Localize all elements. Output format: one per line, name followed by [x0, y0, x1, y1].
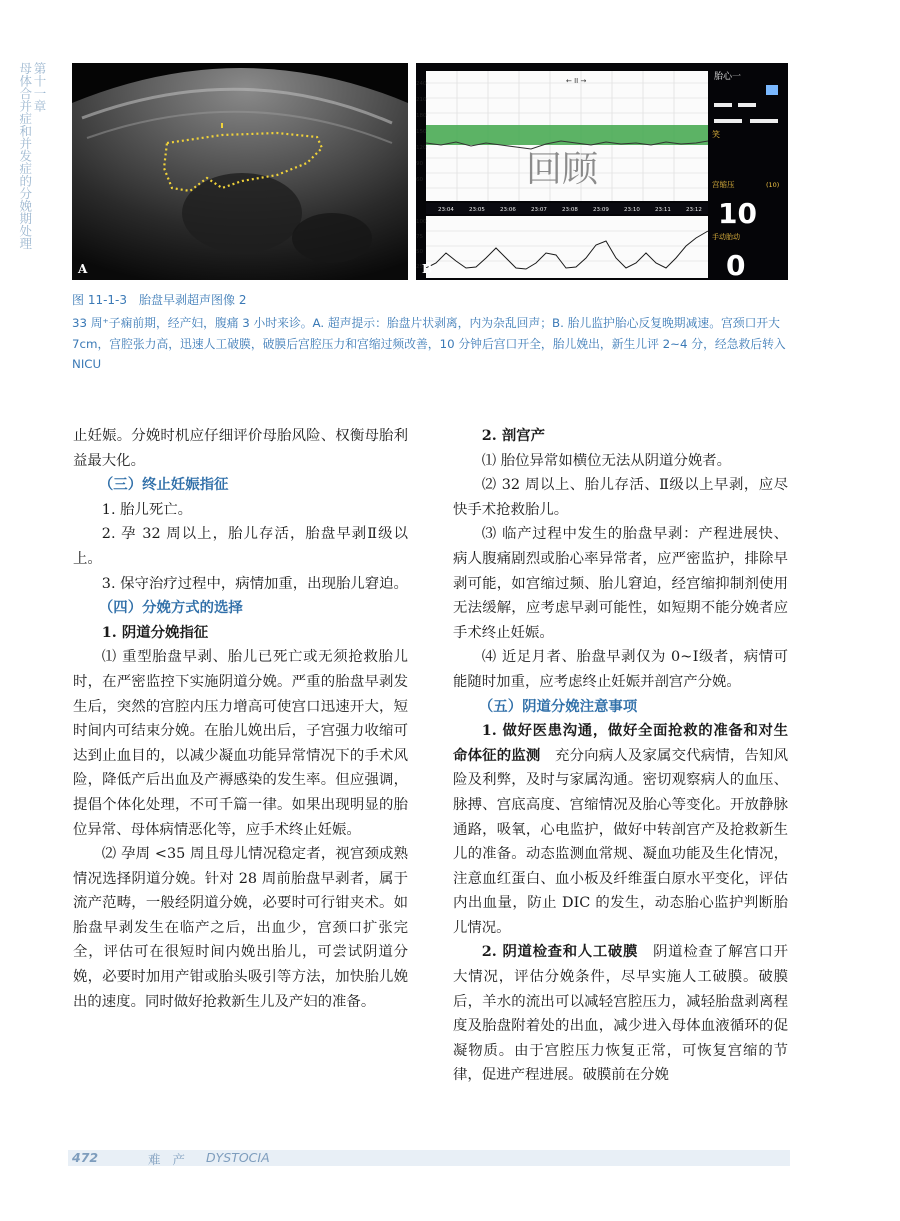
figure-ultrasound-image [72, 63, 408, 280]
uterine-value: 10 [718, 197, 757, 230]
ultrasound-drawing [72, 63, 408, 280]
fhr-tick: 240 [416, 81, 427, 87]
fhr-tick: 180 [416, 113, 427, 119]
time-tick: 23:10 [624, 207, 640, 213]
chapter-number: 第十一章 [32, 62, 47, 112]
book-title-en: DYSTOCIA [206, 1150, 270, 1165]
paragraph [453, 940, 788, 1088]
time-tick: 23:04 [438, 207, 454, 213]
monitor-drawing [416, 63, 788, 280]
right-column [453, 424, 788, 1088]
figure-caption-title: 图 11-1-3 胎盘早剥超声图像 2 [72, 293, 247, 307]
chapter-name: 母体合并症和并发症的分娩期处理 [17, 62, 33, 250]
time-tick: 23:09 [593, 207, 609, 213]
page-footer [68, 1150, 790, 1166]
figure-caption-body: 33 周⁺子痫前期，经产妇，腹痛 3 小时来诊。A. 超声提示：胎盘片状剥离，内为杂乱回声；B. 胎儿监护胎心反复晚期减速。宫颈口开大 7cm，宫腔张力高，迅速人工破膜，破膜后宫腔压力和宫缩过频改善，10 分钟后宫口开全，胎儿娩出，新生儿评 2~4 分，经急救后转入 NICU [72, 316, 786, 371]
panel-b-label: B [422, 262, 433, 276]
fhr-tick: 210 [416, 97, 427, 103]
section-heading: （五）阴道分娩注意事项 [478, 697, 638, 715]
heart-label: 胎心一 [714, 72, 742, 82]
time-tick: 23:06 [500, 207, 516, 213]
time-tick: 23:11 [655, 207, 671, 213]
fhr-tick: 90 [416, 161, 423, 167]
page-number: 472 [72, 1150, 99, 1165]
left-column [73, 424, 408, 1014]
toco-tick: 100 [416, 219, 427, 225]
list-item: 3. 保守治疗过程中，病情加重，出现胎儿窘迫。 [101, 575, 408, 592]
chapter-side-title [17, 62, 47, 250]
paragraph: ⑵ 32 周以上、胎儿存活、Ⅱ级以上早剥，应尽快手术抢救胎儿。 [453, 477, 788, 518]
run-in-heading: 1. 做好医患沟通，做好全面抢救的准备和对生命体征的监测 [453, 722, 788, 764]
paragraph [453, 719, 788, 940]
uterine-scale: (10) [766, 181, 780, 189]
svg-text:笑: 笑 [712, 130, 720, 139]
toco-tick: 50 [416, 249, 423, 255]
section-heading: （四）分娩方式的选择 [98, 599, 243, 617]
list-item: 1. 胎儿死亡。 [101, 501, 193, 518]
uterine-label: 宫缩压 [712, 180, 735, 189]
subsection-heading: 1. 阴道分娩指征 [101, 623, 209, 641]
toco-tick: 25 [416, 264, 423, 270]
paragraph: ⑵ 孕周 <35 周且母儿情况稳定者，视宫颈成熟情况选择阴道分娩。针对 28 周前胎盘早剥者，属于流产范畴，一般经阴道分娩，必要时可行钳夹术。如胎盘早剥发生在临产之后，出血少，宫颈口扩张完全，评估可在很短时间内娩出胎儿，可尝试阴道分娩，必要时加用产钳或胎头吸引等方法，加快胎儿娩出的速度。同时做好抢救新生儿及产妇的准备。 [73, 846, 408, 1010]
paragraph: 止妊娠。分娩时机应仔细评价母胎风险、权衡母胎利益最大化。 [73, 428, 408, 469]
paragraph: ⑴ 重型胎盘早剥、胎儿已死亡或无须抢救胎儿时，在严密监控下实施阴道分娩。严重的胎盘早剥发生后，突然的宫腔内压力增高可使宫口迅速开大，短时间内可结束分娩。在胎儿娩出后，子宫强力收缩可达到止血目的，以减少凝血功能异常情况下的手术风险，降低产后出血及产褥感染的发生率。但应强调，提倡个体化处理，不可千篇一律。如果出现明显的胎位异常、母体病情恶化等，应手术终止妊娠。 [73, 649, 408, 838]
fhr-tick: 60 [416, 177, 423, 183]
subsection-heading: 2. 剖宫产 [481, 427, 546, 444]
paragraph: ⑶ 临产过程中发生的胎盘早剥：产程进展快、病人腹痛剧烈或胎心率异常者，应严密监护，排除早剥可能，如宫缩过频、胎儿窘迫，经宫缩抑制剂使用无法缓解，应考虑早剥可能性，如短期不能分娩者应手术终止妊娠。 [453, 526, 788, 641]
movement-value: 0 [726, 249, 746, 280]
time-tick: 23:05 [469, 207, 485, 213]
book-title: 难 产 [148, 1152, 189, 1167]
time-axis [438, 207, 702, 213]
time-tick: 23:12 [686, 207, 702, 213]
paragraph: ⑴ 胎位异常如横位无法从阴道分娩者。 [481, 452, 732, 469]
run-in-heading: 2. 阴道检查和人工破膜 [481, 943, 639, 961]
time-tick: 23:08 [562, 207, 578, 213]
paragraph: ⑷ 近足月者、胎盘早剥仅为 0~Ⅰ级者，病情可能随时加重，应考虑终止妊娠并剖宫产分娩。 [453, 649, 788, 690]
toco-tick: 75 [416, 234, 423, 240]
section-heading: （三）终止妊娠指征 [98, 476, 229, 494]
paragraph-body: 阴道检查了解宫口开大情况，评估分娩条件，尽早实施人工破膜。破膜后，羊水的流出可以减轻宫腔压力，减轻胎盘剥离程度及胎盘附着处的出血，减少进入母体血液循环的促凝物质。由于宫腔压力恢复正常，可恢复宫缩的节律，促进产程进展。破膜前在分娩 [453, 944, 788, 1084]
panel-a-label: A [78, 262, 88, 276]
fhr-tick: 120 [416, 145, 427, 151]
list-item: 2. 孕 32 周以上，胎儿存活，胎盘早剥Ⅱ级以上。 [73, 526, 408, 567]
fhr-tick: 150 [416, 129, 427, 135]
time-tick: 23:07 [531, 207, 547, 213]
paragraph-body: 充分向病人及家属交代病情，告知风险及利弊，及时与家属沟通。密切观察病人的血压、脉搏、宫底高度、宫缩情况及胎心等变化。开放静脉通路，吸氧，心电监护，做好中转剖宫产及抢救新生儿的准备。动态监测血常规、凝血功能及生化情况，注意血红蛋白、血小板及纤维蛋白原水平变化，评估内出血量，防止 DIC 的发生，动态胎心监护判断胎儿情况。 [453, 747, 788, 936]
review-watermark: 回顾 [526, 149, 599, 190]
movement-label: 手动胎动 [712, 233, 740, 241]
monitor-top-label: ← II → [566, 77, 587, 85]
figure-fetal-monitor [416, 63, 788, 280]
